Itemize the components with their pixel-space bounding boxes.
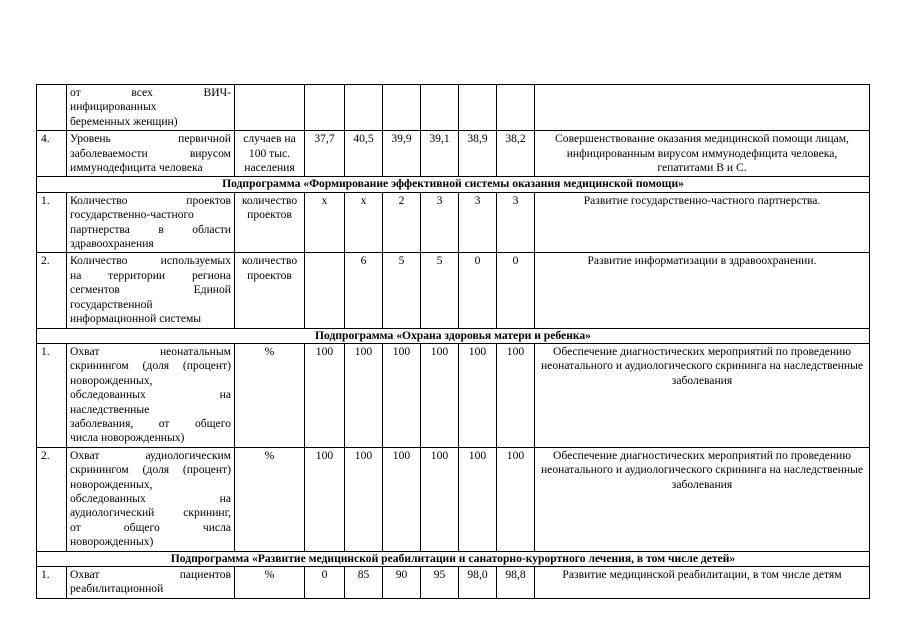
subprogram-title: Подпрограмма «Формирование эффективной системы оказания медицинской помощи» [37,177,870,192]
indicator-value: 2 [383,192,421,253]
table-row [37,447,870,551]
indicator-value: 98,8 [497,567,535,599]
indicator-value: 37,7 [305,131,345,177]
indicator-name-line: иммунодефицита человека [70,161,203,175]
indicator-name-line: здравоохранения [70,237,154,251]
indicator-name-line: скринингом (доля (процент) [70,463,231,477]
indicator-name-line: обследованных на [70,388,231,402]
indicator-value: 5 [383,253,421,328]
indicator-value: 100 [345,447,383,551]
indicator-name-line: Охват аудиологическим [70,448,231,462]
indicator-value: 0 [497,253,535,328]
indicator-name [67,567,235,599]
indicator-name [67,131,235,177]
indicator-value: 5 [421,253,459,328]
indicator-name-line: заболевания, от общего [70,416,231,430]
indicator-value: 0 [305,567,345,599]
indicator-name-line: числа новорожденных) [70,431,185,445]
unit-of-measure: % [235,343,305,447]
indicator-value: 100 [345,343,383,447]
subprogram-row [37,177,870,192]
indicator-value: 3 [497,192,535,253]
indicator-value: 100 [421,343,459,447]
indicator-value: 38,2 [497,131,535,177]
indicator-name-line: инфицированных [70,100,157,114]
expected-result: Обеспечение диагностических мероприятий по проведению неонатального и аудиологического скрининга на наследственные заболевания [535,343,870,447]
indicator-value: х [345,192,383,253]
indicator-value: 100 [459,343,497,447]
indicator-value: 95 [421,567,459,599]
indicator-value [421,85,459,131]
table-row [37,192,870,253]
indicator-value: 100 [305,447,345,551]
unit-of-measure: % [235,567,305,599]
indicator-value: 85 [345,567,383,599]
indicator-name-line: скринингом (доля (процент) [70,359,231,373]
indicator-value: 3 [421,192,459,253]
indicator-name-line: новорожденных) [70,535,154,549]
indicator-name-line: государственно-частного [70,208,194,222]
indicator-name-line: новорожденных, [70,477,153,491]
indicator-value: 98,0 [459,567,497,599]
indicator-value [305,85,345,131]
indicator-value: 6 [345,253,383,328]
row-number [37,85,67,131]
indicator-name [67,192,235,253]
indicator-name-line: заболеваемости вирусом [70,146,231,160]
indicator-value [345,85,383,131]
indicator-value [497,85,535,131]
unit-of-measure: количество проектов [235,253,305,328]
indicator-value: 38,9 [459,131,497,177]
row-number: 1. [37,192,67,253]
row-number: 4. [37,131,67,177]
document-page [36,84,870,599]
subprogram-row [37,551,870,566]
table-row [37,131,870,177]
indicator-value: 100 [383,343,421,447]
expected-result: Развитие государственно-частного партнерства. [535,192,870,253]
indicator-value: 3 [459,192,497,253]
indicator-value: 100 [383,447,421,551]
indicator-name [67,85,235,131]
indicator-name-line: беременных женщин) [70,114,178,128]
row-number: 1. [37,567,67,599]
indicator-name-line: партнерства в области [70,222,231,236]
expected-result: Развитие медицинской реабилитации, в том числе детям [535,567,870,599]
subprogram-title: Подпрограмма «Развитие медицинской реабилитации и санаторно-курортного лечения, в том числе детей» [37,551,870,566]
indicator-name-line: Уровень первичной [70,132,231,146]
indicator-name-line: государственной [70,297,153,311]
indicator-value [383,85,421,131]
indicator-value: х [305,192,345,253]
indicator-name-line: от общего числа [70,520,231,534]
indicator-value: 90 [383,567,421,599]
indicator-value: 40,5 [345,131,383,177]
indicator-name-line: реабилитационной [70,582,164,596]
expected-result: Обеспечение диагностических мероприятий по проведению неонатального и аудиологического скрининга на наследственные заболевания [535,447,870,551]
table-row [37,567,870,599]
indicator-name-line: Количество используемых [70,254,231,268]
indicator-name-line: Охват пациентов [70,568,231,581]
row-number: 1. [37,343,67,447]
indicator-name-line: информационной системы [70,312,202,326]
expected-result: Совершенствование оказания медицинской помощи лицам, инфицированным вирусом иммунодефицита человека, гепатитами В и С. [535,131,870,177]
table-row [37,253,870,328]
unit-of-measure: % [235,447,305,551]
indicator-name-line: Охват неонатальным [70,344,231,358]
indicator-name-line: наследственные [70,402,150,416]
indicator-value [305,253,345,328]
row-number: 2. [37,253,67,328]
indicator-name-line: сегментов Единой [70,283,231,297]
indicator-name-line: обследованных на [70,491,231,505]
indicator-value: 100 [459,447,497,551]
expected-result: Развитие информатизации в здравоохранении. [535,253,870,328]
indicator-value: 100 [497,447,535,551]
indicator-name-line: аудиологический скрининг, [70,506,231,520]
unit-of-measure: случаев на 100 тыс. населения [235,131,305,177]
unit-of-measure [235,85,305,131]
indicator-name [67,343,235,447]
table-row [37,343,870,447]
indicator-value: 39,9 [383,131,421,177]
indicator-value: 39,1 [421,131,459,177]
unit-of-measure: количество проектов [235,192,305,253]
subprogram-title: Подпрограмма «Охрана здоровья матери и ребенка» [37,328,870,343]
indicator-name-line: новорожденных, [70,373,153,387]
indicator-value: 100 [305,343,345,447]
subprogram-row [37,328,870,343]
table-row [37,85,870,131]
indicators-table [36,84,870,599]
indicator-value: 0 [459,253,497,328]
indicator-name [67,447,235,551]
row-number: 2. [37,447,67,551]
indicator-value: 100 [497,343,535,447]
expected-result [535,85,870,131]
indicator-name-line: Количество проектов [70,193,231,207]
indicator-name [67,253,235,328]
indicator-name-line: от всех ВИЧ- [70,86,231,99]
indicator-value: 100 [421,447,459,551]
indicator-value [459,85,497,131]
indicator-name-line: на территории региона [70,268,231,282]
